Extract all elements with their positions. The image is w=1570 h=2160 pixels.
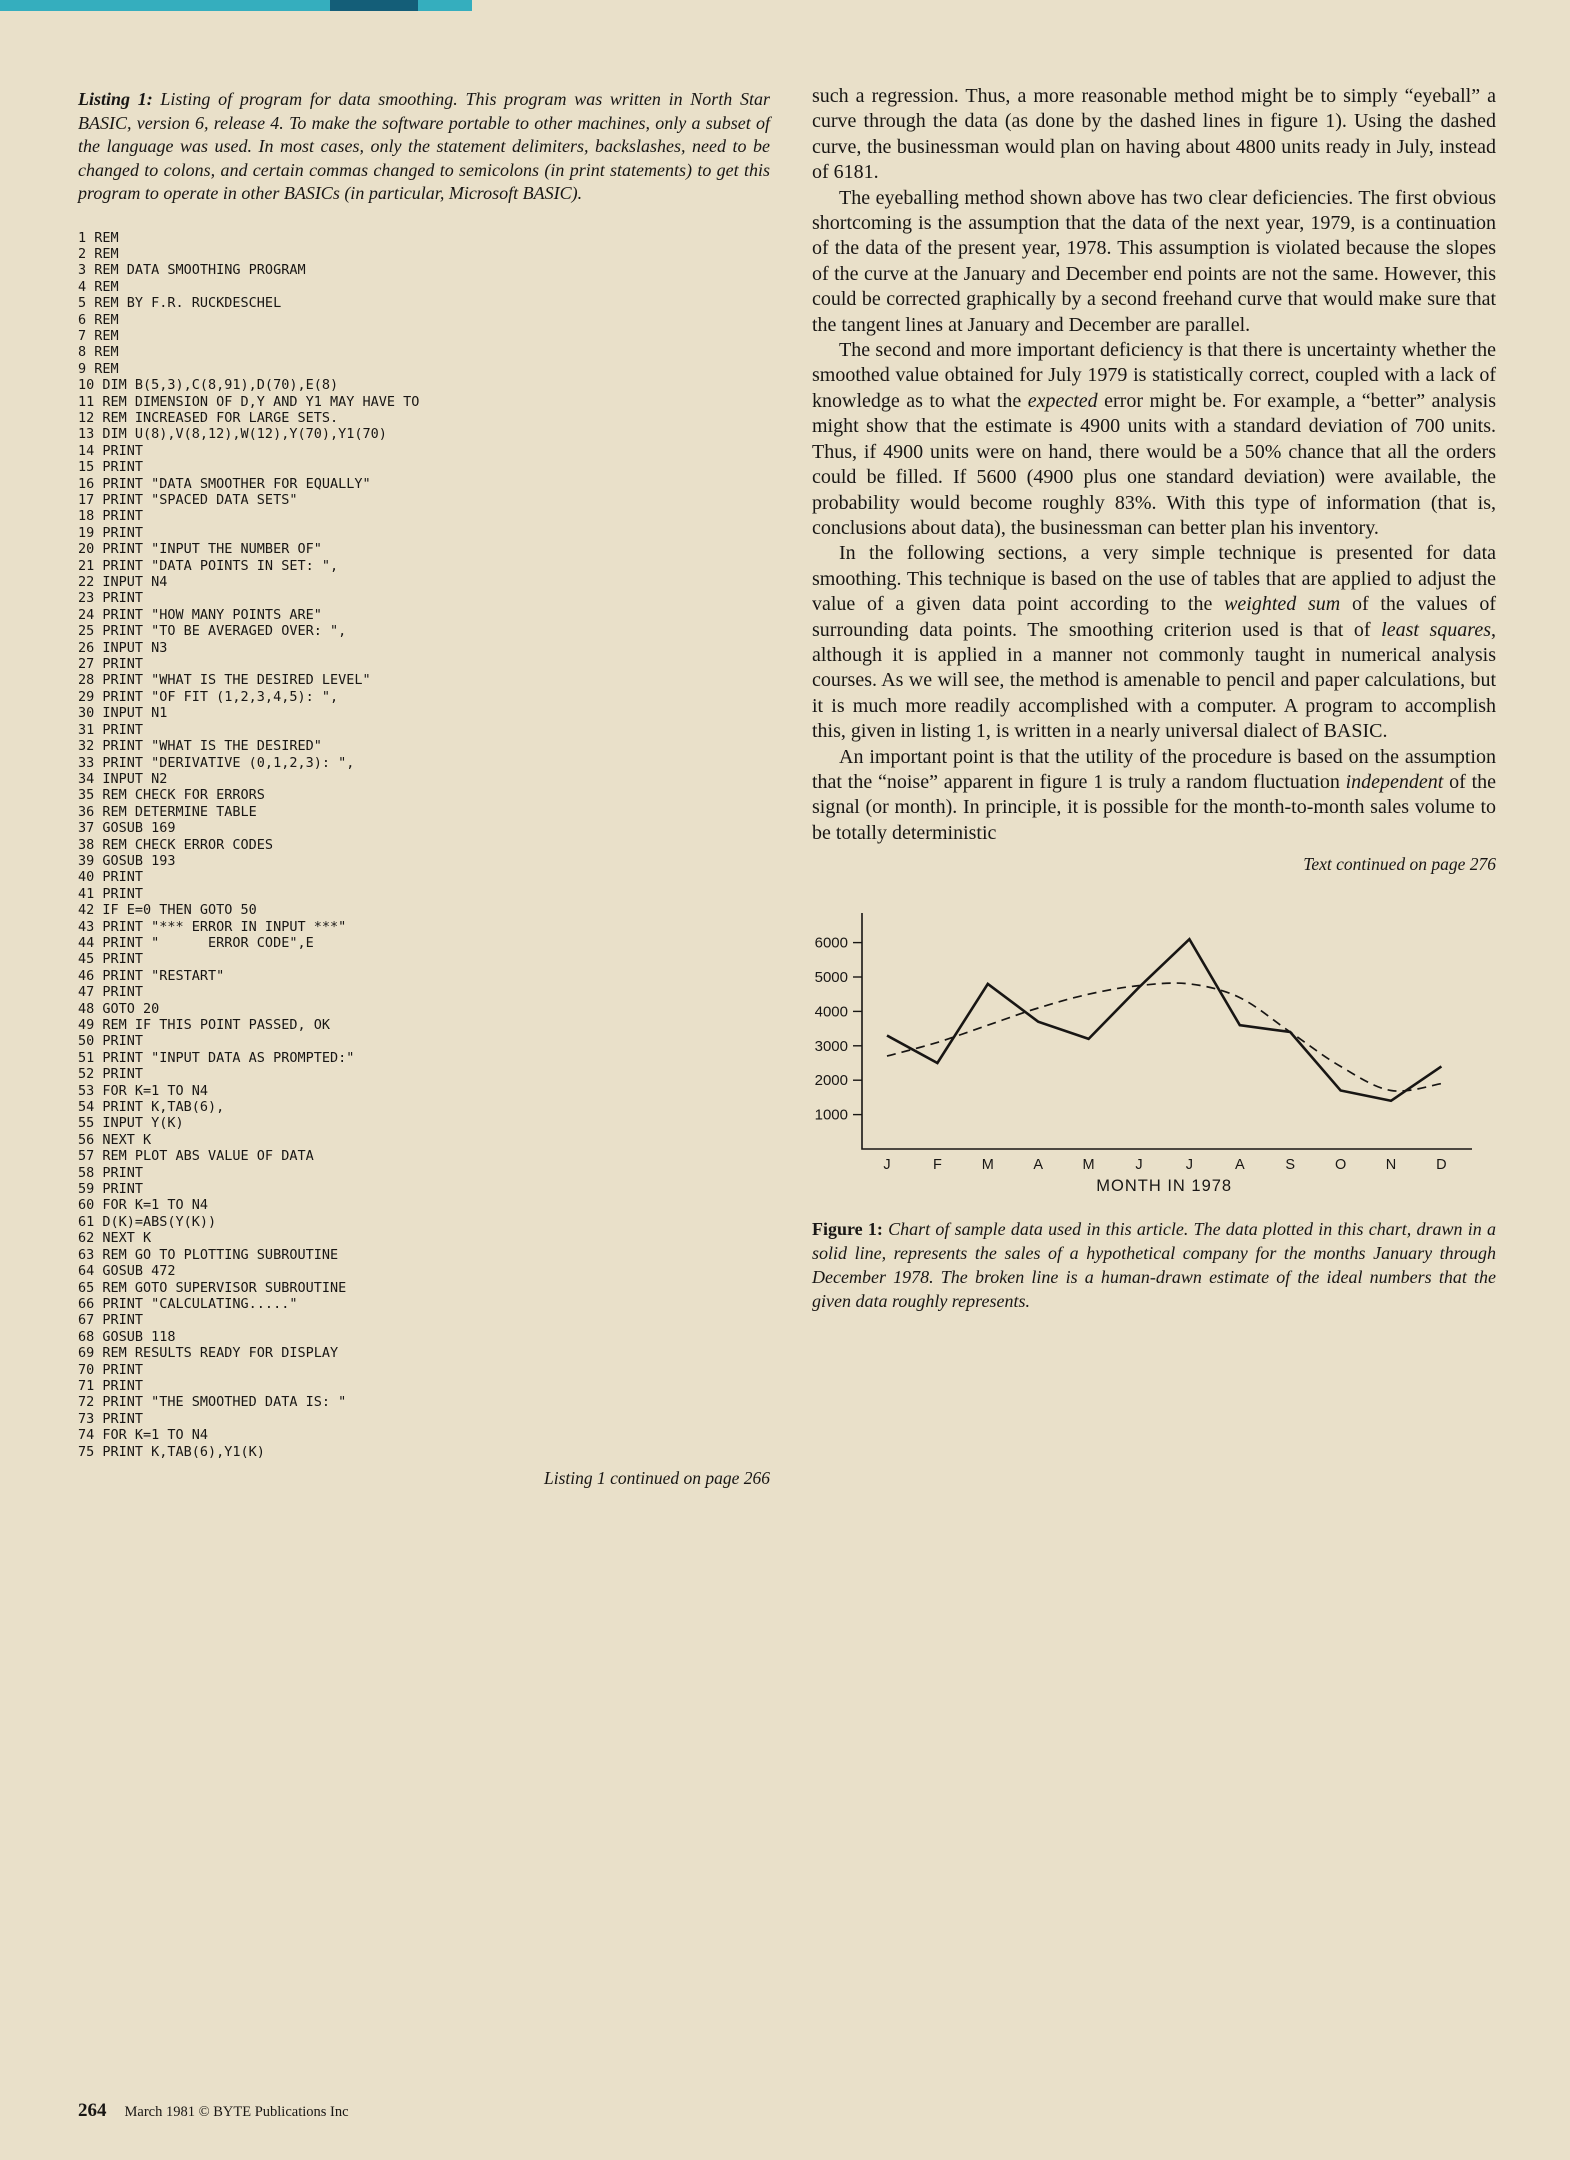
text-segment: of the signal (or month). In principle, it is possible for the month-to-month sales volume to be totally deterministic [812,770,1497,844]
x-tick-label: O [1334,1157,1347,1174]
x-tick-label: J [1185,1157,1194,1174]
article-paragraph [812,186,1496,338]
text-segment: An important point is that the utility of the procedure is based on the assumption that the “noise” apparent in figure 1 is truly a random fluctuation [812,745,1496,793]
article-text [812,84,1496,846]
x-tick-label: M [981,1157,994,1174]
text-segment: , although it is applied in a manner not commonly taught in numerical analysis courses. As we will see, the method is amenable to pencil and paper calculations, but it is much more readily accomplished with a computer. A program to accomplish this, given in listing 1, is written in a nearly universal dialect of BASIC. [812,618,1497,743]
x-tick-label: D [1436,1157,1447,1174]
y-tick-label: 2000 [814,1072,848,1090]
page-number: 264 [78,2100,107,2121]
text-segment: Chart of sample data used in this article. The data plotted in this chart, drawn in a solid line, represents the sales of a hypothetical company for the months January through December 1978. The broken line is a human-drawn estimate of the ideal numbers that the given data roughly represents. [812,1219,1496,1312]
text-segment: The second and more important deficiency is that there is uncertainty whether the smoothed value obtained for July 1979 is statistically correct, coupled with a lack of knowledge as to what the [812,339,1496,412]
listing-continued-note: Listing 1 continued on page 266 [543,1467,770,1488]
x-tick-label: A [1234,1157,1245,1174]
y-tick-label: 4000 [814,1003,848,1021]
y-tick-label: 6000 [814,934,848,952]
x-axis-title: MONTH IN 1978 [1096,1177,1233,1196]
basic-code-listing: 1 REM 2 REM 3 REM DATA SMOOTHING PROGRAM 4 REM 5 REM BY F.R. RUCKDESCHEL 6 REM 7 REM 8 REM 9 REM 10 DIM B(5,3),C(8,91),D(70),E(8) 11 REM DIMENSION OF D,Y AND Y1 MAY HAVE TO 12 REM INCREASED FOR LARGE SETS. 13 DIM U(8),V(8,12),W(12),Y(70),Y1(70) 14 PRINT 15 PRINT 16 PRINT "DATA SMOOTHER FOR EQUALLY" 17 PRINT "SPACED DATA SETS" 18 PRINT 19 PRINT 20 PRINT "INPUT THE NUMBER OF" 21 PRINT "DATA POINTS IN SET: ", 22 INPUT N4 23 PRINT 24 PRINT "HOW MANY POINTS ARE" 25 PRINT "TO BE AVERAGED OVER: ", 26 INPUT N3 27 PRINT 28 PRINT "WHAT IS THE DESIRED LEVEL" 29 PRINT "OF FIT (1,2,3,4,5): ", 30 INPUT N1 31 PRINT 32 PRINT "WHAT IS THE DESIRED" 33 PRINT "DERIVATIVE (0,1,2,3): ", 34 INPUT N2 35 REM CHECK FOR ERRORS 36 REM DETERMINE TABLE 37 GOSUB 169 38 REM CHECK ERROR CODES 39 GOSUB 193 40 PRINT 41 PRINT 42 IF E=0 THEN GOTO 50 43 PRINT "*** ERROR IN INPUT ***" 44 PRINT " ERROR CODE",E 45 PRINT 46 PRINT "RESTART" 47 PRINT 48 GOTO 20 49 REM IF THIS POINT PASSED, OK 50 PRINT 51 PRINT "INPUT DATA AS PROMPTED:" 52 PRINT 53 FOR K=1 TO N4 54 PRINT K,TAB(6), 55 INPUT Y(K) 56 NEXT K 57 REM PLOT ABS VALUE OF DATA 58 PRINT 59 PRINT 60 FOR K=1 TO N4 61 D(K)=ABS(Y(K)) 62 NEXT K 63 REM GO TO PLOTTING SUBROUTINE 64 GOSUB 472 65 REM GOTO SUPERVISOR SUBROUTINE 66 PRINT "CALCULATING....." 67 PRINT 68 GOSUB 118 69 REM RESULTS READY FOR DISPLAY 70 PRINT 71 PRINT 72 PRINT "THE SMOOTHED DATA IS: " 73 PRINT 74 FOR K=1 TO N4 75 PRINT K,TAB(6),Y1(K) [78,229,420,1460]
x-tick-label: F [932,1157,942,1174]
figure-chart [812,903,1477,1203]
text-segment: error might be. For example, a “better” analysis might show that the estimate is 4900 units with a standard deviation of 700 units. Thus, if 4900 units were on hand, there would be a 50% chance that all the orders could be filled. If 5600 (4900 plus one standard deviation) were available, the probability would become roughly 83%. With this type of information (that is, conclusions about data), the businessman can better plan his inventory. [812,389,1497,539]
scan-artifact-dark-patch [330,0,418,11]
article-paragraph [812,541,1496,744]
text-segment: The eyeballing method shown above has two clear deficiencies. The first obvious shortcoming is the assumption that the data of the next year, 1979, is a continuation of the data of the present year, 1978. This assumption is violated because the slopes of the curve at the January and December end points are not the same. However, this could be corrected graphically by a second freehand curve that would make sure that the tangent lines at January and December are parallel. [812,186,1496,336]
article-column [812,84,1496,1313]
text-segment: least squares [1381,618,1492,641]
text-segment: weighted sum [1224,593,1341,616]
text-segment: such a regression. Thus, a more reasonable method might be to simply “eyeball” a curve through the data (as done by the dashed lines in figure 1). Using the dashed curve, the businessman would plan on having about 4800 units ready in July, instead of 6181. [812,85,1496,184]
x-tick-label: S [1285,1157,1296,1174]
figure-1 [812,903,1496,1313]
listing-caption [78,88,770,206]
text-segment: Figure 1: [812,1219,889,1240]
estimate-dashed-line [887,983,1441,1091]
listing-column [78,88,770,1489]
text-segment: Listing of program for data smoothing. This program was written in North Star BASIC, version 6, release 4. To make the software portable to other machines, only a subset of the language was used. In most cases, only the statement delimiters, backslashes, need to be changed to colons, and certain commas changed to semicolons (in print statements) to get this program to operate in other BASICs (in particular, Microsoft BASIC). [78,89,770,203]
article-paragraph [812,338,1496,541]
figure-caption [812,1217,1496,1313]
x-tick-label: J [883,1157,891,1174]
y-tick-label: 1000 [814,1106,848,1124]
text-continued-note: Text continued on page 276 [1303,854,1496,875]
sales-solid-line [887,939,1441,1101]
text-segment: Listing 1: [78,89,161,109]
text-segment: independent [1345,770,1444,793]
article-paragraph [812,745,1496,847]
x-tick-label: N [1385,1157,1397,1174]
x-tick-label: J [1135,1157,1143,1174]
y-tick-label: 5000 [814,969,848,987]
scan-artifact [0,0,472,11]
sales-chart-svg [812,903,1477,1198]
publication-credit: March 1981 © BYTE Publications Inc [124,2104,349,2120]
x-tick-label: M [1082,1157,1095,1174]
chart-axes [862,913,1472,1149]
x-tick-label: A [1033,1157,1044,1174]
text-segment: expected [1027,389,1098,412]
y-tick-label: 3000 [814,1037,848,1055]
text-segment: of the values of surrounding data points. The smoothing criterion used is that of [812,593,1496,641]
article-paragraph [812,84,1496,186]
text-segment: In the following sections, a very simple technique is presented for data smoothing. This technique is based on the use of tables that are applied to adjust the value of a given data point according to the [812,542,1496,616]
page-footer [78,2100,349,2122]
